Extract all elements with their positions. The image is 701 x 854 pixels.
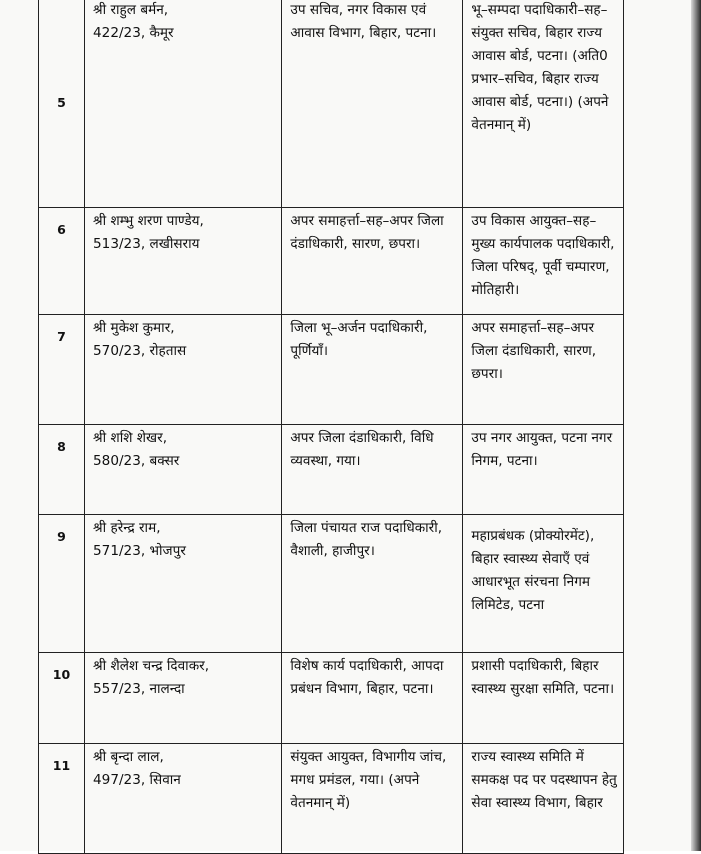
new-posting: महाप्रबंधक (प्रोक्योरमेंट), बिहार स्वास्थ्य सेवाएँ एवं आधारभूत संरचना निगम लिमिटेड, पटना — [463, 515, 624, 653]
current-posting: अपर जिला दंडाधिकारी, विधि व्यवस्था, गया। — [282, 425, 463, 515]
officer-cell — [85, 653, 282, 744]
officer-name: श्री हरेन्द्र राम, — [93, 520, 161, 536]
serial-number: 8 — [39, 425, 85, 515]
table-row — [39, 425, 624, 515]
officer-cell — [85, 425, 282, 515]
table-row — [39, 653, 624, 744]
officer-name: श्री बृन्दा लाल, — [93, 749, 164, 765]
officer-name: श्री मुकेश कुमार, — [93, 320, 175, 336]
table-row — [39, 0, 624, 208]
officer-name: श्री शम्भु शरण पाण्डेय, — [93, 213, 204, 229]
new-posting: राज्य स्वास्थ्य समिति में समकक्ष पद पर पदस्थापन हेतु सेवा स्वास्थ्य विभाग, बिहार — [463, 744, 624, 854]
table-row — [39, 515, 624, 653]
transfer-table — [38, 0, 624, 854]
serial-number: 5 — [39, 0, 85, 208]
officer-name: श्री शशि शेखर, — [93, 430, 168, 446]
new-posting: भू–सम्पदा पदाधिकारी–सह–संयुक्त सचिव, बिहार राज्य आवास बोर्ड, पटना। (अति0 प्रभार–सचिव, बिहार राज्य आवास बोर्ड, पटना।) (अपने वेतनमान् में) — [463, 0, 624, 208]
current-posting: उप सचिव, नगर विकास एवं आवास विभाग, बिहार, पटना। — [282, 0, 463, 208]
current-posting: संयुक्त आयुक्त, विभागीय जांच, मगध प्रमंडल, गया। (अपने वेतनमान् में) — [282, 744, 463, 854]
page-edge-shadow — [691, 0, 701, 851]
new-posting: अपर समाहर्त्ता–सह–अपर जिला दंडाधिकारी, सारण, छपरा। — [463, 315, 624, 425]
table-row — [39, 208, 624, 315]
new-posting: प्रशासी पदाधिकारी, बिहार स्वास्थ्य सुरक्षा समिति, पटना। — [463, 653, 624, 744]
current-posting: जिला पंचायत राज पदाधिकारी, वैशाली, हाजीपुर। — [282, 515, 463, 653]
current-posting: विशेष कार्य पदाधिकारी, आपदा प्रबंधन विभाग, बिहार, पटना। — [282, 653, 463, 744]
serial-number: 6 — [39, 208, 85, 315]
officer-name: श्री राहुल बर्मन, — [93, 2, 169, 18]
officer-cell — [85, 208, 282, 315]
officer-name: श्री शैलेश चन्द्र दिवाकर, — [93, 658, 210, 674]
officer-cell — [85, 744, 282, 854]
officer-code: 571/23, भोजपुर — [93, 543, 186, 559]
officer-code: 557/23, नालन्दा — [93, 681, 185, 697]
serial-number: 7 — [39, 315, 85, 425]
officer-code: 570/23, रोहतास — [93, 343, 187, 359]
officer-code: 513/23, लखीसराय — [93, 236, 200, 252]
serial-number: 11 — [39, 744, 85, 854]
officer-cell — [85, 515, 282, 653]
officer-cell — [85, 315, 282, 425]
serial-number: 9 — [39, 515, 85, 653]
table-row — [39, 744, 624, 854]
current-posting: जिला भू–अर्जन पदाधिकारी, पूर्णियाँ। — [282, 315, 463, 425]
current-posting: अपर समाहर्त्ता–सह–अपर जिला दंडाधिकारी, सारण, छपरा। — [282, 208, 463, 315]
new-posting: उप विकास आयुक्त–सह–मुख्य कार्यपालक पदाधिकारी, जिला परिषद्, पूर्वी चम्पारण, मोतिहारी। — [463, 208, 624, 315]
officer-code: 497/23, सिवान — [93, 772, 181, 788]
serial-number: 10 — [39, 653, 85, 744]
officer-code: 580/23, बक्सर — [93, 453, 180, 469]
table-row — [39, 315, 624, 425]
new-posting: उप नगर आयुक्त, पटना नगर निगम, पटना। — [463, 425, 624, 515]
officer-code: 422/23, कैमूर — [93, 25, 174, 41]
officer-cell — [85, 0, 282, 208]
